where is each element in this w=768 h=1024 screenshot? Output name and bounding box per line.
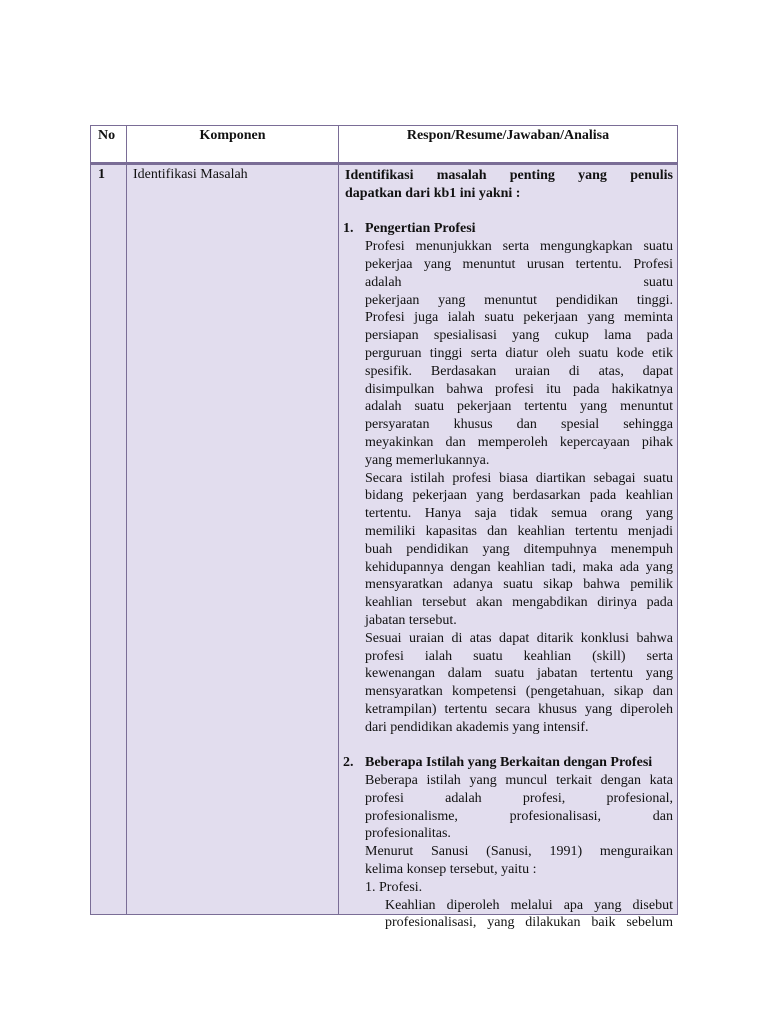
text-line: mensyaratkan adanya suatu sikap bahwa pemilik [365,577,673,593]
text-line: pekerjaan yang menuntut pendidikan tinggi. [365,292,673,308]
text-line: yang memerlukannya. [365,452,490,468]
text-line: pekerjaa yang menuntut urusan tertentu. Profesi adalah suatu [365,256,673,290]
text-line: persyaratan khusus dan spesial sehingga [365,417,673,433]
text-line: persiapan spesialisasi yang cukup lama pada [365,328,673,344]
text-line: meyakinkan dan memperoleh kepercayaan pihak [365,434,673,450]
text-line: dari pendidikan akademis yang intensif. [365,719,589,735]
intro-text [345,167,673,203]
text-line: adalah suatu pekerjaan tertentu yang menuntut [365,399,673,415]
column-divider-1 [126,126,127,914]
section-2 [345,754,673,932]
text-line: profesionalisasi, yang dilakukan baik sebelum [385,915,673,931]
text-line: Beberapa istilah yang muncul terkait dengan kata [365,773,673,789]
section-1 [345,220,673,736]
table-row [91,165,677,931]
column-divider-2 [338,126,339,914]
text-line: Sesuai uraian di atas dapat ditarik konklusi bahwa [365,630,673,646]
text-line: memiliki kapasitas dan keahlian tertentu menjadi [365,523,673,539]
section-2-paragraph-1 [365,772,673,843]
text-line: spesifik. Berdasakan uraian di atas, dapat [365,363,673,379]
table-header-row [91,126,677,162]
text-line: jabatan tersebut. [365,612,457,628]
text-line: bidang pekerjaan yang berdasarkan pada keahlian [365,488,673,504]
text-line: kehidupannya dengan keahlian tadi, maka ada yang [365,559,673,575]
text-line: profesi ialah suatu keahlian (skill) serta [365,648,673,664]
text-line: Keahlian diperoleh melalui apa yang disebut [385,897,673,913]
text-line: buah pendidikan yang ditempuhnya menempuh [365,541,673,557]
header-komponen: Komponen [199,128,266,143]
text-line: disimpulkan bahwa profesi itu pada hakikatnya [365,381,673,397]
text-line: tertentu. Hanya saja tidak semua orang yang [365,506,673,522]
text-line: perguruan tinggi serta diatur oleh suatu kode etik [365,345,673,361]
section-1-title: Pengertian Profesi [365,221,476,237]
sub-item-text [365,897,673,933]
text-line: Menurut Sanusi (Sanusi, 1991) menguraikan [365,844,673,860]
intro-line-1: Identifikasi masalah penting yang penulis [345,168,673,183]
text-line: Secara istilah profesi biasa diartikan sebagai suatu [365,470,673,486]
section-2-title: Beberapa Istilah yang Berkaitan dengan Profesi [365,755,653,771]
text-line: Profesi juga ialah suatu pekerjaan yang meminta [365,310,673,326]
row-number: 1 [98,167,105,182]
header-respon: Respon/Resume/Jawaban/Analisa [406,128,610,143]
text-line: kewenangan dalam suatu jabatan tertentu yang [365,666,673,682]
text-line: ketrampilan) tertentu secara khusus yang diperoleh [365,701,673,717]
text-line: profesionalisme, profesionalisasi, dan [365,808,673,824]
header-no: No [98,128,116,143]
text-line: keahlian tersebut akan mengabdikan dirinya pada [365,595,673,611]
section-2-paragraph-2 [365,843,673,879]
text-line: profesionalitas. [365,826,451,842]
section-1-number: 1. [343,221,354,237]
intro-line-2: dapatkan dari kb1 ini yakni : [345,185,521,201]
sub-item-label: 1. Profesi. [365,879,423,895]
text-line: mensyaratkan kompetensi (pengetahuan, sikap dan [365,684,673,700]
section-2-number: 2. [343,755,354,771]
data-table [90,125,678,931]
section-1-paragraph-1 [365,238,673,469]
section-1-paragraph-2 [365,470,673,630]
text-line: profesi adalah profesi, profesional, [365,790,673,806]
text-line: kelima konsep tersebut, yaitu : [365,862,537,878]
row-respon [345,167,673,932]
row-komponen: Identifikasi Masalah [133,167,248,182]
section-1-paragraph-3 [365,630,673,737]
text-line: Profesi menunjukkan serta mengungkapkan suatu [365,239,673,255]
